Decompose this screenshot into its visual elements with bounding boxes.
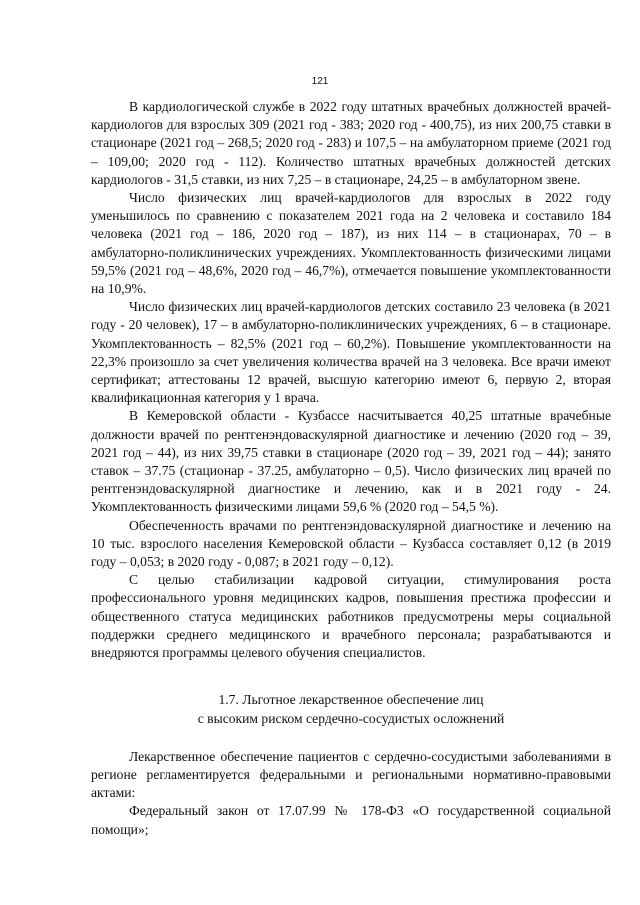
paragraph-adult-cardiologists-count: Число физических лиц врачей-кардиологов для взрослых в 2022 году уменьшилось по сравнению с показателем 2021 года на 2 человека и составило 184 человека (2021 год – 186, 2020 год – 187), из них 114 – в стационарах, 70 – в амбулаторно-поликлинических учреждениях. Укомплектованность физическими лицами 59,5% (2021 год – 48,6%, 2020 год – 46,7%), отмечается повышение укомплектованности на 10,9%. — [91, 190, 611, 297]
section-heading-line-2: с высоким риском сердечно-сосудистых осложнений — [197, 710, 505, 726]
section-heading-line-1: 1.7. Льготное лекарственное обеспечение лиц — [218, 692, 484, 708]
section-heading — [91, 691, 611, 727]
paragraph-endovascular-provision: Обеспеченность врачами по рентгенэндоваскулярной диагностике и лечению на 10 тыс. взрослого населения Кемеровской области – Кузбасса составляет 0,12 (в 2019 году – 0,053; в 2020 году - 0,087; в 2021 году – 0,12). — [91, 517, 611, 570]
paragraph-federal-law: Федеральный закон от 17.07.99 № 178-ФЗ «О государственной социальной помощи»; — [91, 803, 611, 837]
paragraph-pediatric-cardiologists-count: Число физических лиц врачей-кардиологов детских составило 23 человека (в 2021 году - 20 человек), 17 – в амбулаторно-поликлинических учреждениях, 6 – в стационаре. Укомплектованность – 82,5% (2021 год – 60,2%). Повышение укомплектованности на 22,3% произошло за счет увеличения количества врачей на 3 человека. Все врачи имеют сертификат; аттестованы 12 врачей, высшую категорию имеют 6, первую 2, вторая квалификационная категория у 1 врача. — [91, 299, 611, 406]
paragraph-endovascular-positions: В Кемеровской области - Кузбассе насчитывается 40,25 штатные врачебные должности врачей по рентгенэндоваскулярной диагностике и лечению (2020 год – 39, 2021 год – 44), из них 39,75 ставки в стационаре (2020 год – 39, 2021 год – 44); занято ставок – 37.75 (стационар - 37.25, амбулаторно – 0,5). Число физических лиц врачей по рентгенэндоваскулярной диагностике и лечению, как и в 2021 году - 24. Укомплектованность физическими лицами 59,6 % (2020 год – 54,5 %). — [91, 408, 611, 515]
paragraph-drug-provision-regulation: Лекарственное обеспечение пациентов с сердечно-сосудистыми заболеваниями в регионе регламентируется федеральными и региональными нормативно-правовыми актами: — [91, 748, 611, 801]
paragraph-staff-support-measures: С целью стабилизации кадровой ситуации, стимулирования роста профессионального уровня медицинских кадров, повышения престижа профессии и общественного статуса медицинских работников предусмотрены меры социальной поддержки среднего медицинского и врачебного персонала; разрабатываются и внедряются программы целевого обучения специалистов. — [91, 572, 611, 661]
paragraph-cardiology-staff-positions: В кардиологической службе в 2022 году штатных врачебных должностей врачей-кардиологов для взрослых 309 (2021 год - 383; 2020 год - 400,75), из них 200,75 ставки в стационаре (2021 год – 268,5; 2020 год - 283) и 107,5 – на амбулаторном приеме (2021 год – 109,00; 2020 год - 112). Количество штатных врачебных должностей детских кардиологов - 31,5 ставки, из них 7,25 – в стационаре, 24,25 – в амбулаторном звене. — [91, 99, 611, 187]
page-number: 121 — [311, 76, 329, 87]
document-body — [91, 98, 611, 839]
